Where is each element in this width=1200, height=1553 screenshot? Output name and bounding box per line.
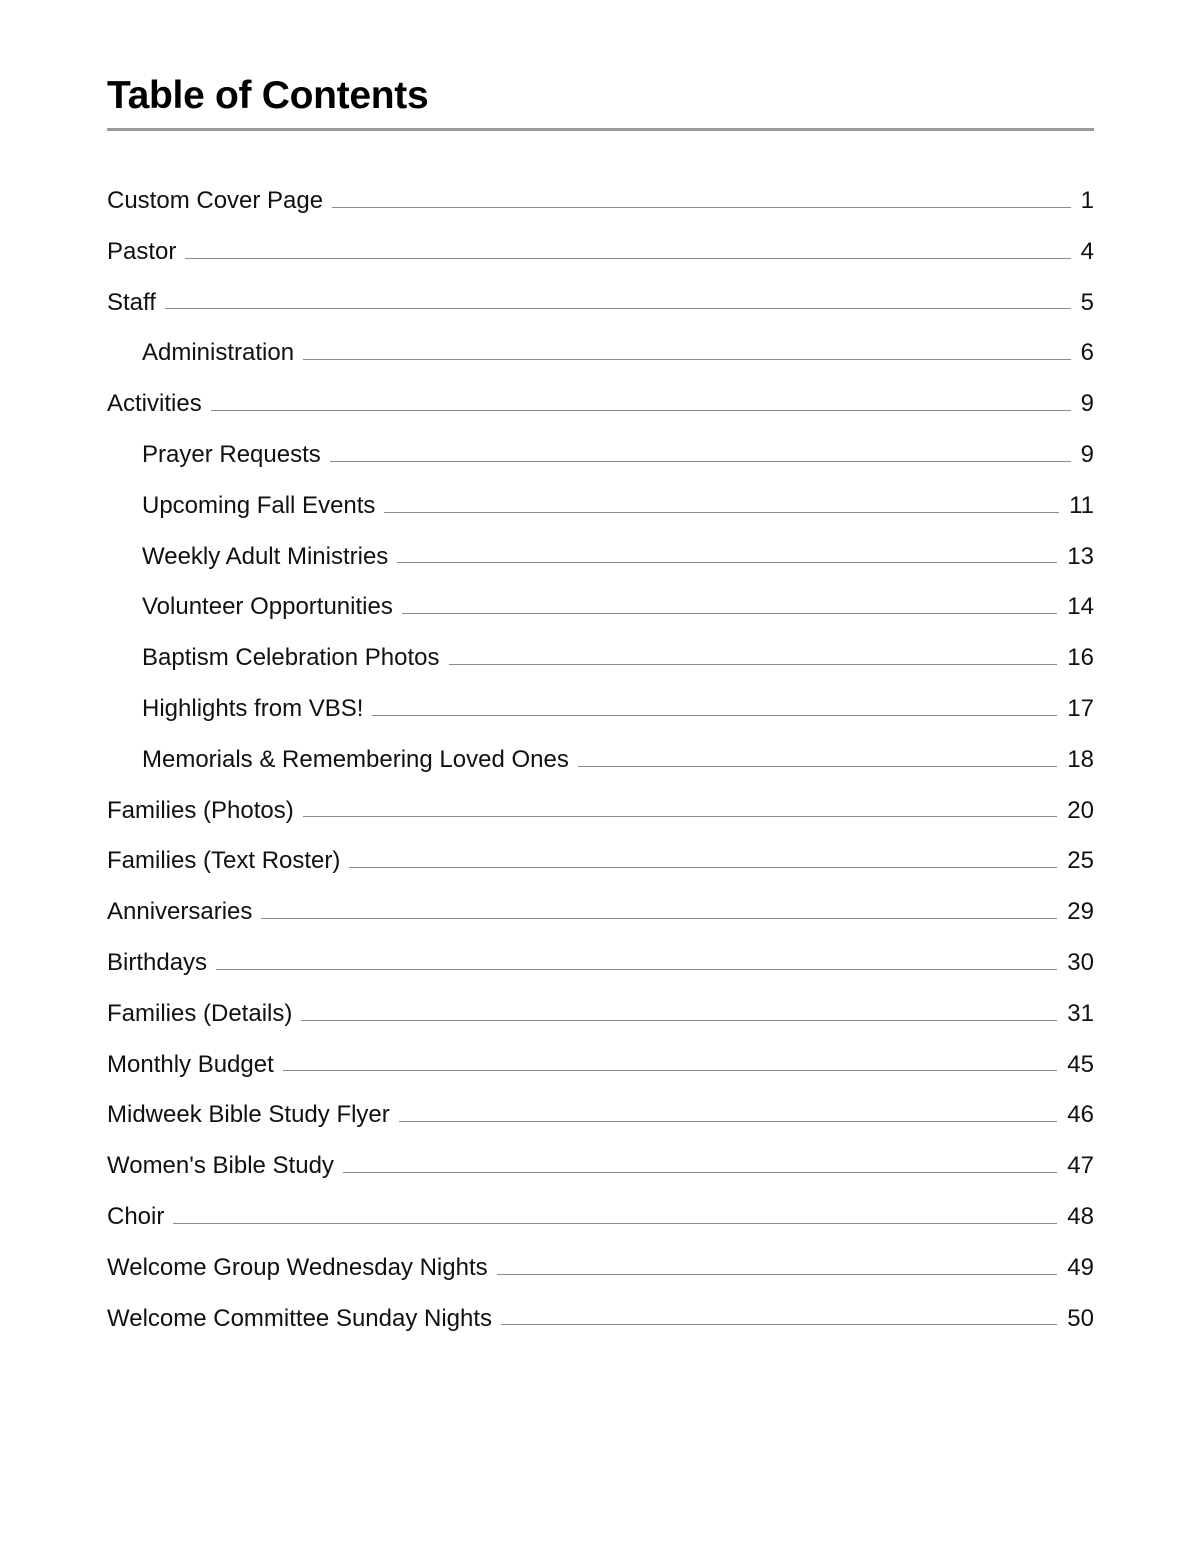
page-title: Table of Contents [107, 74, 429, 117]
toc-leader-line [449, 664, 1058, 665]
toc-page-number: 6 [1080, 339, 1094, 367]
toc-leader-line [173, 1223, 1057, 1224]
toc-entry[interactable] [107, 735, 1094, 786]
toc-leader-line [402, 613, 1057, 614]
toc-entry-label: Birthdays [107, 948, 208, 976]
toc-leader-line [497, 1274, 1058, 1275]
toc-entry-label: Baptism Celebration Photos [142, 644, 440, 672]
toc-entry[interactable] [107, 1040, 1094, 1091]
toc-page-number: 9 [1080, 390, 1094, 418]
toc-page-number: 4 [1080, 237, 1094, 265]
toc-leader-line [349, 867, 1057, 868]
toc-page-number: 11 [1069, 491, 1094, 519]
toc-page-number: 17 [1067, 694, 1094, 722]
toc-entry[interactable] [107, 1243, 1094, 1294]
toc-entry[interactable] [107, 989, 1094, 1040]
toc-entry-label: Welcome Group Wednesday Nights [107, 1253, 488, 1281]
toc-page-number: 49 [1067, 1253, 1094, 1281]
toc-entry[interactable] [107, 1141, 1094, 1192]
toc-page-number: 20 [1067, 796, 1094, 824]
toc-leader-line [332, 207, 1071, 208]
toc-page-number: 9 [1080, 440, 1094, 468]
toc-page-number: 46 [1067, 1101, 1094, 1129]
toc-entry-label: Highlights from VBS! [142, 694, 364, 722]
toc-entry[interactable] [107, 1294, 1094, 1345]
toc-entry[interactable] [107, 328, 1094, 379]
toc-entry-label: Custom Cover Page [107, 187, 324, 214]
toc-page-number: 14 [1067, 593, 1094, 621]
toc-entry-label: Upcoming Fall Events [142, 491, 376, 519]
toc-page-number: 47 [1067, 1152, 1094, 1180]
toc-leader-line [501, 1324, 1057, 1325]
toc-leader-line [303, 359, 1071, 360]
toc-page-number: 16 [1067, 644, 1094, 672]
toc-entry-label: Families (Text Roster) [107, 847, 341, 875]
toc-leader-line [165, 308, 1071, 309]
toc-leader-line [343, 1172, 1057, 1173]
toc-entry[interactable] [107, 176, 1094, 227]
toc-leader-line [578, 766, 1057, 767]
toc-entry-label: Prayer Requests [142, 440, 321, 468]
toc-entry[interactable] [107, 379, 1094, 430]
toc-entry[interactable] [107, 684, 1094, 735]
toc-entry-label: Activities [107, 390, 202, 418]
toc-entry-label: Families (Details) [107, 999, 293, 1027]
toc-entry[interactable] [107, 227, 1094, 278]
toc-entry-label: Monthly Budget [107, 1050, 274, 1078]
toc-page-number: 31 [1067, 999, 1094, 1027]
toc-entry[interactable] [107, 481, 1094, 532]
toc-entry-label: Choir [107, 1202, 165, 1230]
toc-entry-label: Memorials & Remembering Loved Ones [142, 745, 569, 773]
toc-entry[interactable] [107, 582, 1094, 633]
toc-entry-label: Staff [107, 288, 156, 316]
toc-entry-label: Midweek Bible Study Flyer [107, 1101, 390, 1129]
toc-leader-line [261, 918, 1057, 919]
toc-page-number: 1 [1080, 187, 1094, 214]
toc-entry[interactable] [107, 430, 1094, 481]
toc-entry[interactable] [107, 633, 1094, 684]
toc-leader-line [301, 1020, 1057, 1021]
toc-page-number: 25 [1067, 847, 1094, 875]
toc-entry[interactable] [107, 1090, 1094, 1141]
toc-leader-line [399, 1121, 1058, 1122]
toc-entry[interactable] [107, 278, 1094, 329]
toc-entry[interactable] [107, 786, 1094, 837]
toc-page-number: 30 [1067, 948, 1094, 976]
toc-page-number: 50 [1067, 1304, 1094, 1332]
toc-entry[interactable] [107, 532, 1094, 583]
toc-leader-line [283, 1070, 1058, 1071]
toc-entry-label: Families (Photos) [107, 796, 294, 824]
toc-leader-line [185, 258, 1070, 259]
toc-page-number: 13 [1067, 542, 1094, 570]
toc-page-number: 29 [1067, 898, 1094, 926]
toc-entry-label: Weekly Adult Ministries [142, 542, 389, 570]
toc-entry-label: Anniversaries [107, 898, 253, 926]
toc-page-number: 45 [1067, 1050, 1094, 1078]
toc-entry-label: Women's Bible Study [107, 1152, 334, 1180]
toc-page-number: 18 [1067, 745, 1094, 773]
toc-leader-line [384, 512, 1059, 513]
toc-list [107, 176, 1094, 1344]
toc-entry-label: Administration [142, 339, 295, 367]
title-divider [107, 128, 1094, 131]
toc-entry-label: Welcome Committee Sunday Nights [107, 1304, 493, 1332]
toc-page-number: 48 [1067, 1202, 1094, 1230]
toc-leader-line [303, 816, 1058, 817]
toc-entry[interactable] [107, 887, 1094, 938]
toc-entry[interactable] [107, 836, 1094, 887]
toc-leader-line [211, 410, 1071, 411]
toc-page-number: 5 [1080, 288, 1094, 316]
toc-entry[interactable] [107, 1192, 1094, 1243]
toc-leader-line [330, 461, 1071, 462]
toc-leader-line [216, 969, 1057, 970]
toc-entry-label: Pastor [107, 237, 177, 265]
toc-entry[interactable] [107, 938, 1094, 989]
toc-leader-line [372, 715, 1057, 716]
toc-leader-line [397, 562, 1057, 563]
toc-entry-label: Volunteer Opportunities [142, 593, 393, 621]
